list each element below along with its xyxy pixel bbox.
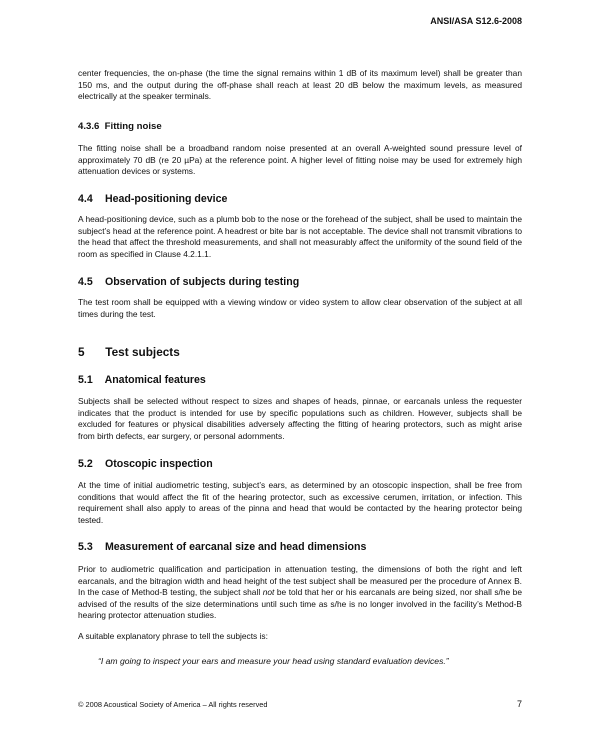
anatomical-paragraph: Subjects shall be selected without respect to sizes and shapes of heads, pinnae, or earcanals unless the requester indicates that the product is intended for use by specific populations such as children. However, subjects shall be excluded for features or physical disabilities adversely affecting the fitting of hearing protectors, such as might arise from birth defects, ear surgery, or personal adornments. — [78, 396, 522, 441]
intro-paragraph: center frequencies, the on-phase (the time the signal remains within 1 dB of its maximum level) shall be greater than 150 ms, and the output during the off-phase shall reach at least 20 dB below the maximum levels, as measured electrically at the speaker terminals. — [78, 68, 522, 102]
earcanal-text-start: Prior to audiometric qualification and participation in attenuation testing, the dimensions of both the right and left earcanals, and the bitragion width and head height of the test subject shall be measured per the procedure of Annex B. In the case of Method-B testing, the subject shall — [78, 564, 522, 598]
emphasis-not: not — [262, 587, 275, 598]
copyright-footer: © 2008 Acoustical Society of America – All rights reserved — [78, 700, 268, 709]
section-number: 5.2 — [78, 458, 93, 470]
explanatory-quote: “I am going to inspect your ears and measure your head using standard evaluation devices.” — [98, 656, 449, 666]
observation-paragraph: The test room shall be equipped with a viewing window or video system to allow clear observation of the subject at all times during the test. — [78, 297, 522, 319]
page-number: 7 — [516, 699, 522, 709]
section-number: 5.1 — [78, 374, 93, 386]
section-title: Fitting noise — [104, 121, 162, 132]
section-title: Test subjects — [105, 345, 180, 359]
section-number: 4.5 — [78, 276, 93, 288]
section-heading-4-3-6 — [78, 121, 162, 132]
section-heading-5-1 — [78, 374, 206, 386]
fitting-noise-paragraph: The fitting noise shall be a broadband random noise presented at an overall A-weighted sound pressure level of approximately 70 dB (re 20 µPa) at the reference point. A higher level of fitting noise may be used for extremely high attenuation devices or systems. — [78, 143, 522, 177]
section-number: 5 — [78, 345, 85, 359]
section-heading-4-4 — [78, 193, 227, 205]
section-number: 5.3 — [78, 541, 93, 553]
section-title: Measurement of earcanal size and head dimensions — [104, 541, 367, 553]
head-positioning-paragraph: A head-positioning device, such as a plumb bob to the nose or the forehead of the subject, shall be used to maintain the subject’s head at the reference point. A headrest or bite bar is not acceptable. The device shall not transmit vibrations to the head that affect the threshold measurements, and shall not measurably affect the uniformity of the sound field of the room as specified in Clause 4.2.1.1. — [78, 214, 522, 259]
earcanal-paragraph — [78, 564, 522, 622]
section-number: 4.3.6 — [78, 121, 100, 132]
section-title: Otoscopic inspection — [104, 458, 213, 470]
section-title: Anatomical features — [104, 374, 206, 386]
section-number: 4.4 — [78, 193, 93, 205]
section-heading-4-5 — [78, 276, 299, 288]
section-heading-5 — [78, 345, 180, 359]
section-title: Head-positioning device — [104, 193, 228, 205]
section-heading-5-3 — [78, 541, 366, 553]
section-heading-5-2 — [78, 458, 213, 470]
otoscopic-paragraph: At the time of initial audiometric testing, subject’s ears, as determined by an otoscopic inspection, shall be free from conditions that would affect the fit of the hearing protector, such as excessive cerumen, irritation, or infection. This requirement shall also apply to areas of the pinna and head that would be contacted by the hearing protector being tested. — [78, 480, 522, 525]
document-id: ANSI/ASA S12.6-2008 — [430, 16, 522, 26]
explanatory-phrase-intro: A suitable explanatory phrase to tell the subjects is: — [78, 631, 268, 641]
earcanal-text-end: be told that her or his earcanals are being sized, nor shall s/he be advised of the results of the size determinations until such time as s/he is no longer involved in the facility’s Method-B hearing protector attenuation studies. — [78, 587, 522, 621]
section-title: Observation of subjects during testing — [104, 276, 300, 288]
